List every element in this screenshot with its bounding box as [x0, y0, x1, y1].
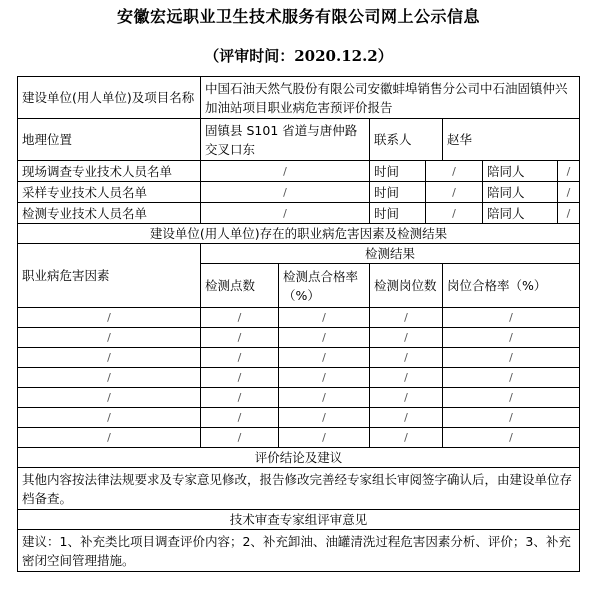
factor-cell: / [18, 348, 201, 368]
sampling-label: 采样专业技术人员名单 [18, 182, 201, 203]
testing-label: 检测专业技术人员名单 [18, 203, 201, 224]
sampling-row [18, 182, 580, 203]
point-rate-cell: / [279, 328, 370, 348]
posts-cell: / [370, 308, 443, 328]
post-rate-cell: / [443, 408, 580, 428]
companion-value: / [558, 161, 580, 182]
factor-cell: / [18, 328, 201, 348]
survey-row [18, 161, 580, 182]
post-rate-cell: / [443, 388, 580, 408]
col-point-rate: 检测点合格率（%） [279, 264, 370, 308]
points-cell: / [201, 368, 279, 388]
factor-cell: / [18, 428, 201, 448]
contact-value: 赵华 [443, 119, 580, 161]
disclosure-table [17, 76, 580, 572]
hazards-section-title: 建设单位(用人单位)存在的职业病危害因素及检测结果 [18, 224, 580, 244]
time-value: / [426, 182, 483, 203]
point-rate-cell: / [279, 348, 370, 368]
table-row [18, 428, 580, 448]
conclusion-title: 评价结论及建议 [18, 448, 580, 468]
posts-cell: / [370, 428, 443, 448]
posts-cell: / [370, 348, 443, 368]
points-cell: / [201, 348, 279, 368]
col-posts: 检测岗位数 [370, 264, 443, 308]
factor-label: 职业病危害因素 [18, 244, 201, 308]
testing-value: / [201, 203, 370, 224]
results-header-row [18, 244, 580, 264]
table-row [18, 408, 580, 428]
time-label: 时间 [370, 182, 426, 203]
time-value: / [426, 203, 483, 224]
review-header-row [18, 510, 580, 530]
points-cell: / [201, 308, 279, 328]
testing-row [18, 203, 580, 224]
results-label: 检测结果 [201, 244, 580, 264]
point-rate-cell: / [279, 408, 370, 428]
conclusion-row [18, 468, 580, 510]
hazards-section-row [18, 224, 580, 244]
posts-cell: / [370, 388, 443, 408]
posts-cell: / [370, 408, 443, 428]
conclusion-text: 其他内容按法律法规要求及专家意见修改，报告修改完善经专家组长审阅签字确认后，由建设单位存档备查。 [18, 468, 580, 510]
companion-label: 陪同人 [483, 161, 558, 182]
post-rate-cell: / [443, 328, 580, 348]
factor-cell: / [18, 308, 201, 328]
review-title: 技术审查专家组评审意见 [18, 510, 580, 530]
point-rate-cell: / [279, 368, 370, 388]
location-label: 地理位置 [18, 119, 201, 161]
factor-cell: / [18, 408, 201, 428]
post-rate-cell: / [443, 428, 580, 448]
post-rate-cell: / [443, 368, 580, 388]
time-label: 时间 [370, 203, 426, 224]
page-title: 安徽宏远职业卫生技术服务有限公司网上公示信息 [116, 7, 480, 26]
review-text: 建议：1、补充类比项目调查评价内容；2、补充卸油、油罐清洗过程危害因素分析、评价；3、补充密闭空间管理措施。 [18, 530, 580, 572]
table-row [18, 348, 580, 368]
time-label: 时间 [370, 161, 426, 182]
post-rate-cell: / [443, 308, 580, 328]
survey-label: 现场调查专业技术人员名单 [18, 161, 201, 182]
points-cell: / [201, 328, 279, 348]
conclusion-header-row [18, 448, 580, 468]
companion-value: / [558, 182, 580, 203]
factor-cell: / [18, 388, 201, 408]
point-rate-cell: / [279, 428, 370, 448]
table-row [18, 368, 580, 388]
posts-cell: / [370, 328, 443, 348]
survey-value: / [201, 161, 370, 182]
time-value: / [426, 161, 483, 182]
companion-value: / [558, 203, 580, 224]
location-value: 固镇县 S101 省道与唐仲路交叉口东 [201, 119, 370, 161]
factor-cell: / [18, 368, 201, 388]
points-cell: / [201, 408, 279, 428]
companion-label: 陪同人 [483, 203, 558, 224]
sampling-value: / [201, 182, 370, 203]
col-points: 检测点数 [201, 264, 279, 308]
point-rate-cell: / [279, 308, 370, 328]
post-rate-cell: / [443, 348, 580, 368]
table-row [18, 388, 580, 408]
posts-cell: / [370, 368, 443, 388]
points-cell: / [201, 428, 279, 448]
contact-label: 联系人 [370, 119, 443, 161]
location-row [18, 119, 580, 161]
table-row [18, 308, 580, 328]
unit-value: 中国石油天然气股份有限公司安徽蚌埠销售分公司中石油固镇仲兴加油站项目职业病危害预评价报告 [201, 77, 580, 119]
unit-row [18, 77, 580, 119]
unit-label: 建设单位(用人单位)及项目名称 [18, 77, 201, 119]
companion-label: 陪同人 [483, 182, 558, 203]
review-date: （评审时间：2020.12.2） [204, 47, 393, 65]
table-row [18, 328, 580, 348]
points-cell: / [201, 388, 279, 408]
review-row [18, 530, 580, 572]
point-rate-cell: / [279, 388, 370, 408]
col-post-rate: 岗位合格率（%） [443, 264, 580, 308]
